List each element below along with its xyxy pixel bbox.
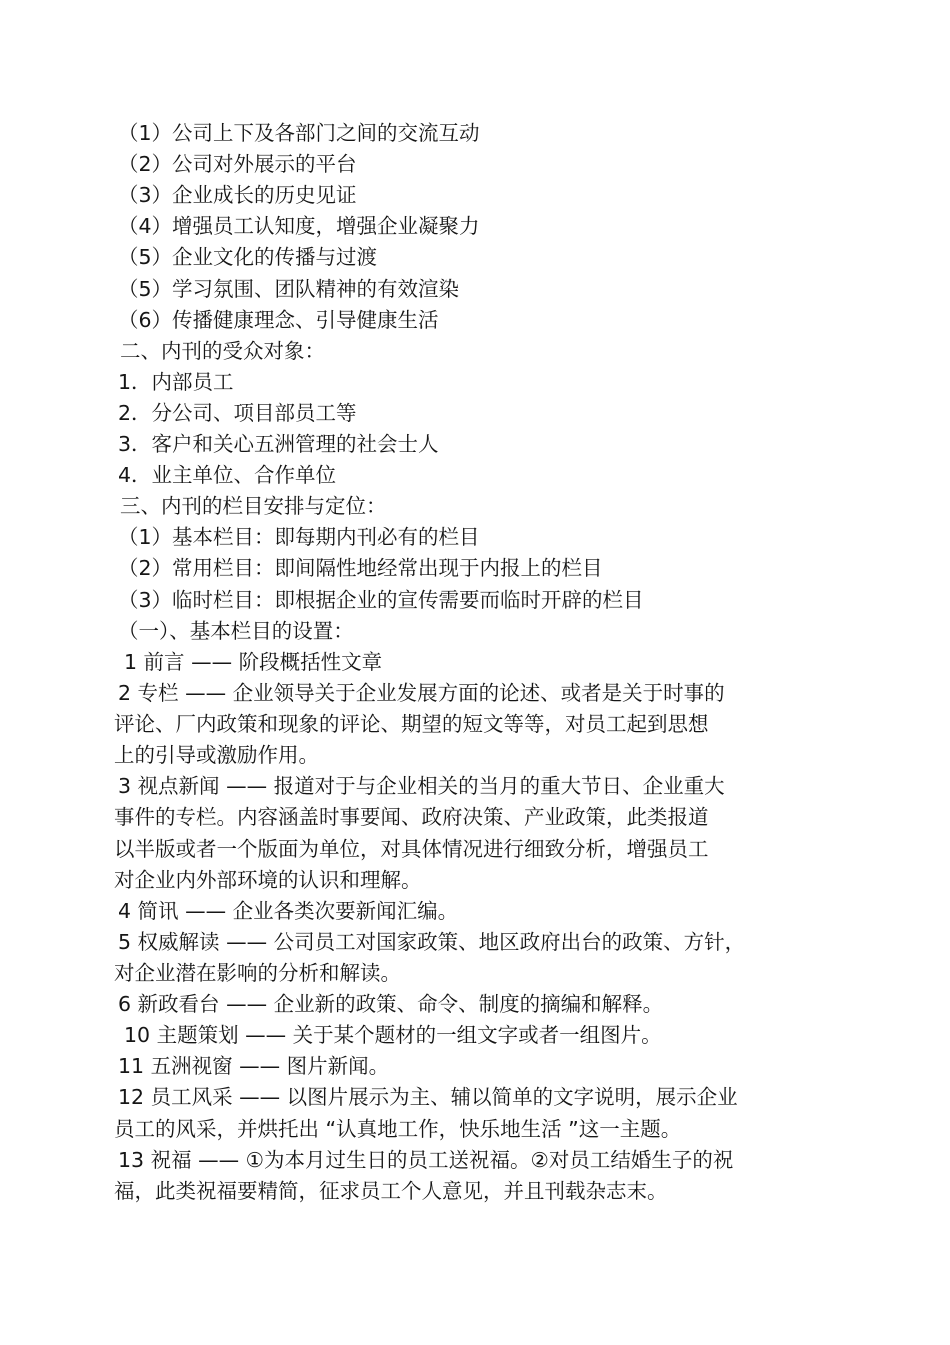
text-line: 5 权威解读 —— 公司员工对国家政策、地区政府出台的政策、方针， (118, 930, 746, 954)
text-line: 事件的专栏。内容涵盖时事要闻、政府决策、产业政策，此类报道 (114, 805, 709, 829)
text-line: 10 主题策划 —— 关于某个题材的一组文字或者一组图片。 (124, 1023, 662, 1047)
text-line: （1）基本栏目：即每期内刊必有的栏目 (118, 525, 480, 549)
text-line: 上的引导或激励作用。 (114, 743, 319, 767)
text-line: （5）企业文化的传播与过渡 (118, 245, 378, 269)
text-line: （2）公司对外展示的平台 (118, 152, 357, 176)
text-line: （1）公司上下及各部门之间的交流互动 (118, 121, 480, 145)
text-line: 12 员工风采 —— 以图片展示为主、辅以简单的文字说明，展示企业 (118, 1085, 738, 1109)
text-line: 员工的风采，并烘托出 “认真地工作，快乐地生活 ”这一主题。 (114, 1117, 682, 1141)
text-line: （6）传播健康理念、引导健康生活 (118, 308, 439, 332)
text-line: （4）增强员工认知度，增强企业凝聚力 (118, 214, 480, 238)
text-line: 11 五洲视窗 —— 图片新闻。 (118, 1054, 390, 1078)
text-line: 4 简讯 —— 企业各类次要新闻汇编。 (118, 899, 459, 923)
text-line: 1．内部员工 (118, 370, 234, 394)
text-line: 13 祝福 —— ①为本月过生日的员工送祝福。②对员工结婚生子的祝 (118, 1148, 734, 1172)
text-line: 以半版或者一个版面为单位，对具体情况进行细致分析，增强员工 (114, 837, 709, 861)
text-line: 评论、厂内政策和现象的评论、期望的短文等等，对员工起到思想 (114, 712, 709, 736)
text-line: 对企业潜在影响的分析和解读。 (114, 961, 401, 985)
text-line: （5）学习氛围、团队精神的有效渲染 (118, 277, 460, 301)
section-heading: 三、内刊的栏目安排与定位： (120, 494, 387, 518)
text-line: 对企业内外部环境的认识和理解。 (114, 868, 422, 892)
text-line: 6 新政看台 —— 企业新的政策、命令、制度的摘编和解释。 (118, 992, 664, 1016)
text-line: 福，此类祝福要精简，征求员工个人意见，并且刊载杂志末。 (114, 1179, 668, 1203)
text-line: （3）临时栏目：即根据企业的宣传需要而临时开辟的栏目 (118, 588, 644, 612)
text-line: （2）常用栏目：即间隔性地经常出现于内报上的栏目 (118, 556, 603, 580)
text-line: （3）企业成长的历史见证 (118, 183, 357, 207)
section-heading: 二、内刊的受众对象： (120, 339, 325, 363)
text-line: 3．客户和关心五洲管理的社会士人 (118, 432, 439, 456)
text-line: 4．业主单位、合作单位 (118, 463, 337, 487)
text-line: 1 前言 —— 阶段概括性文章 (124, 650, 383, 674)
text-line: 2 专栏 —— 企业领导关于企业发展方面的论述、或者是关于时事的 (118, 681, 725, 705)
text-line: 3 视点新闻 —— 报道对于与企业相关的当月的重大节日、企业重大 (118, 774, 725, 798)
subsection-heading: （一）、基本栏目的设置： (118, 619, 354, 643)
text-line: 2．分公司、项目部员工等 (118, 401, 357, 425)
